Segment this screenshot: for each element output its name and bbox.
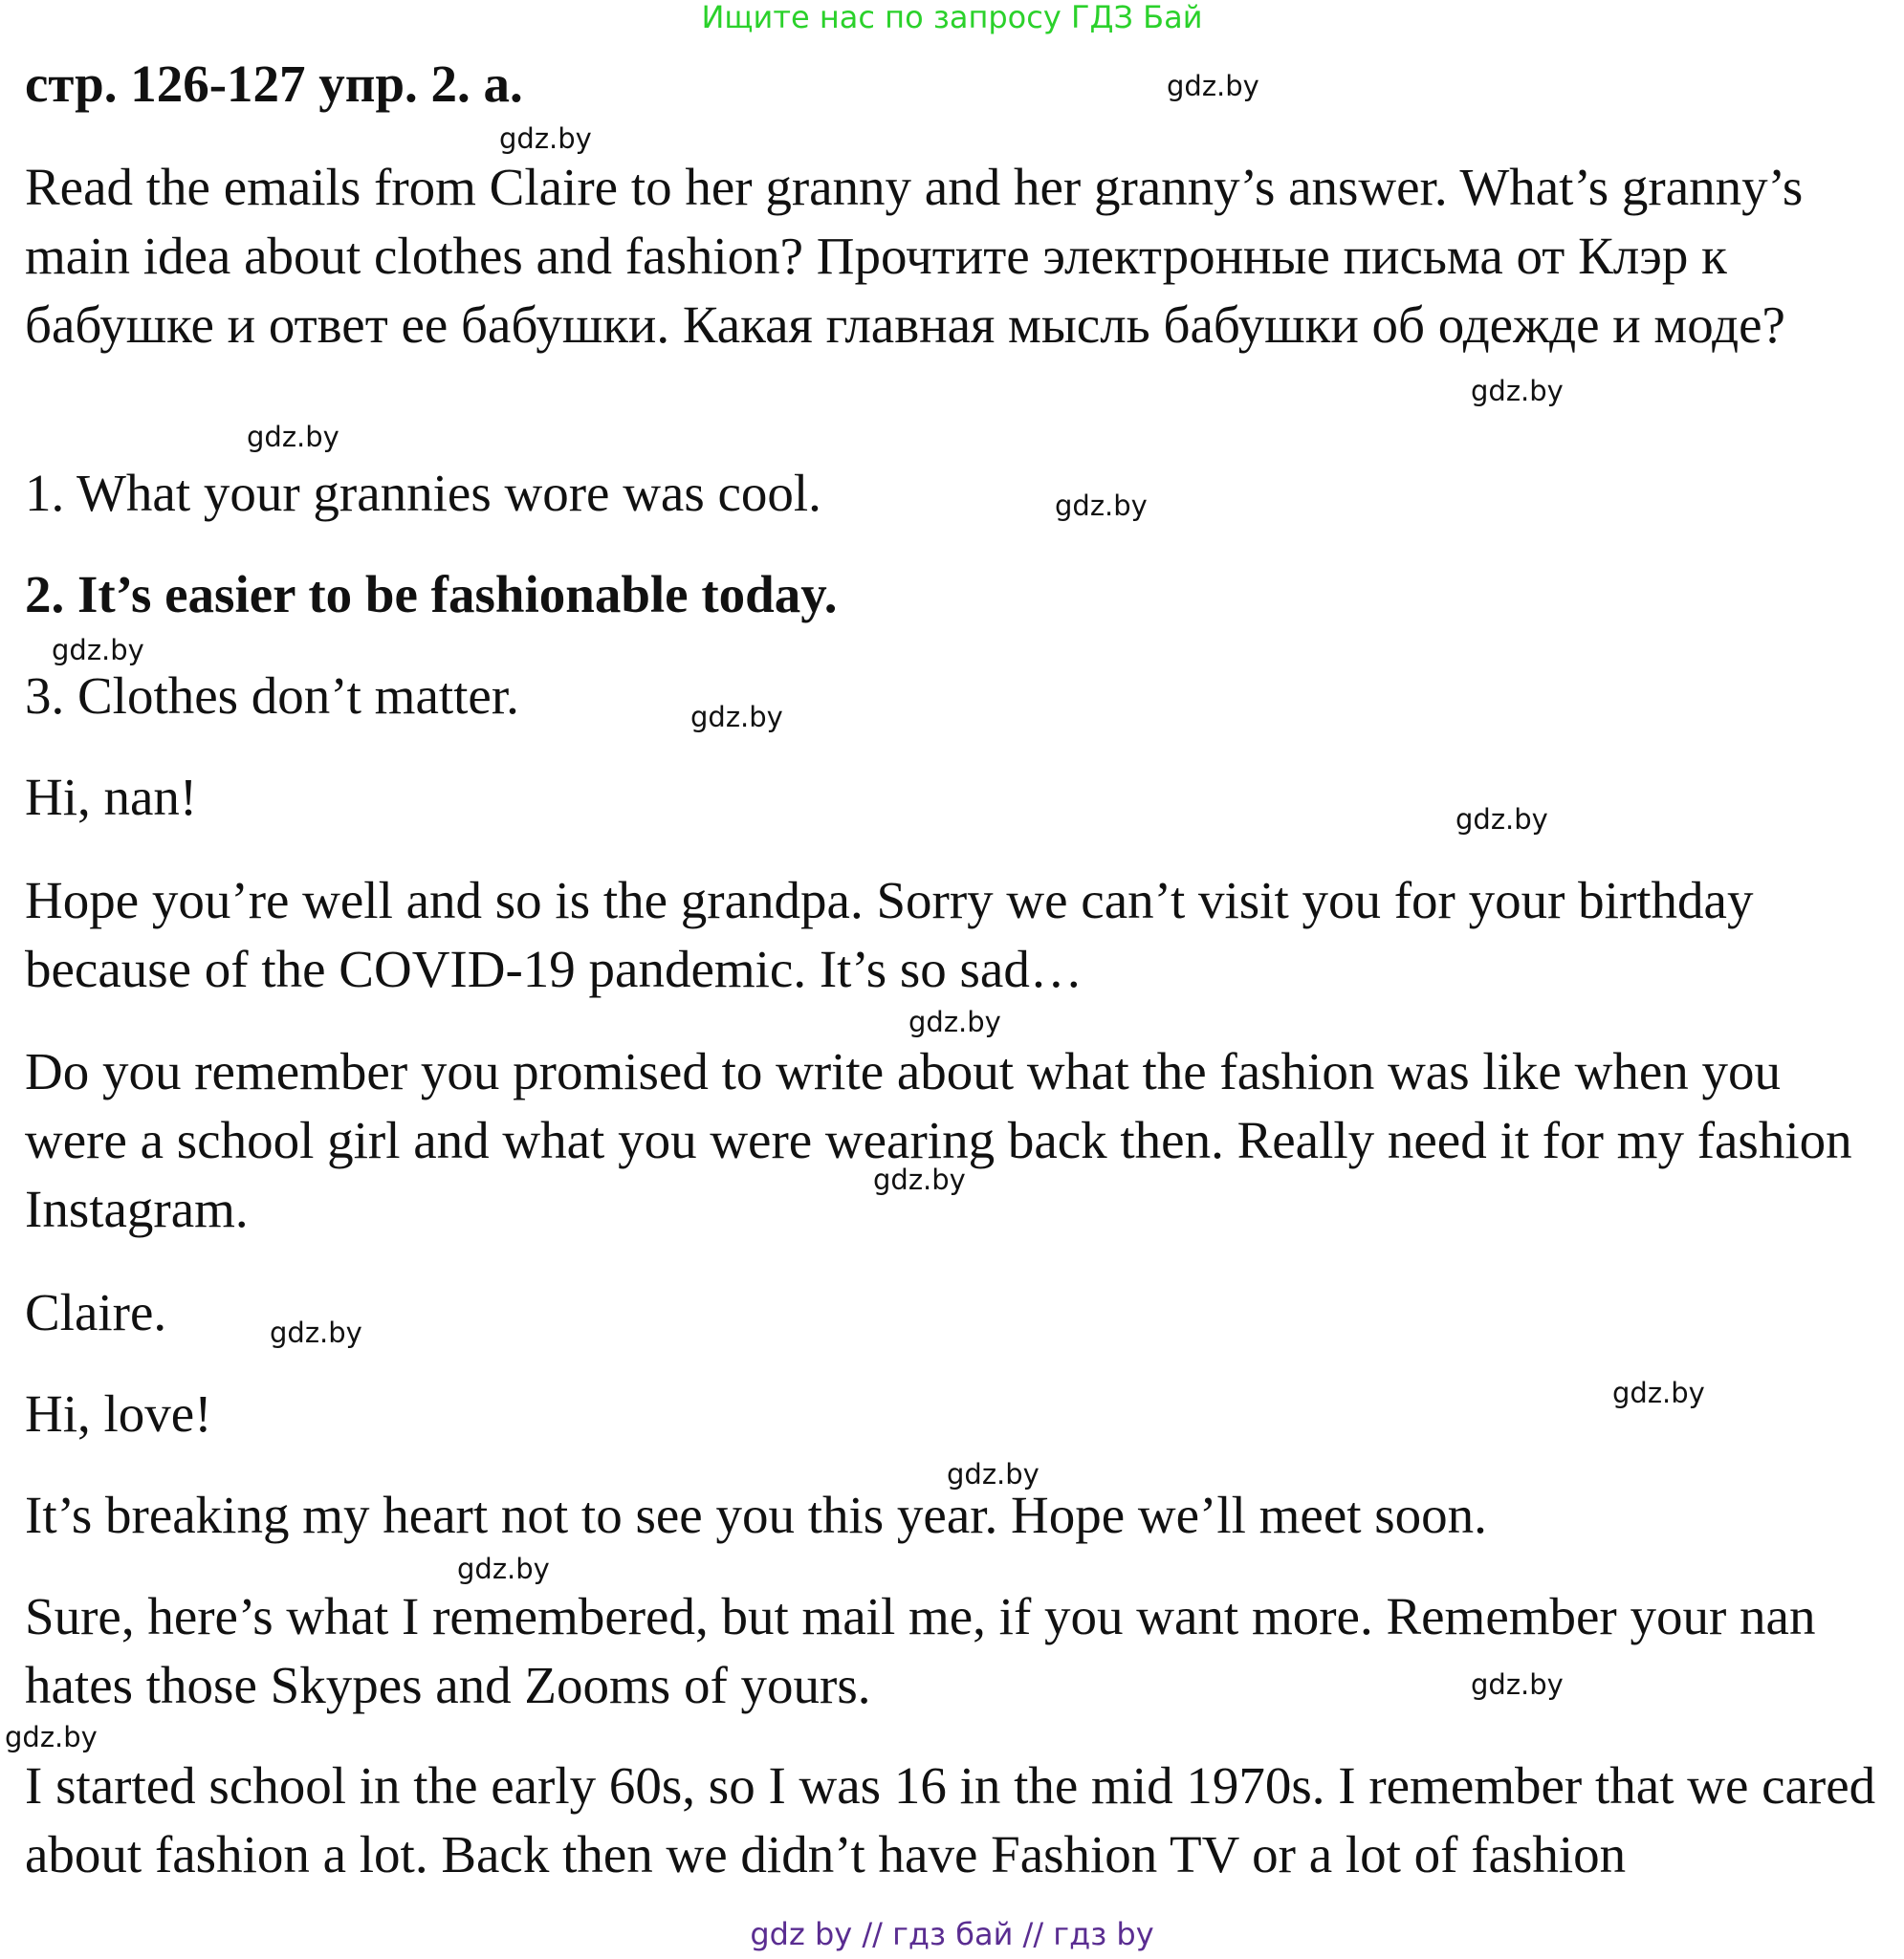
option-1: 1. What your grannies wore was cool. xyxy=(25,464,821,522)
watermark: gdz.by xyxy=(247,421,339,453)
email1-paragraph-2: Do you remember you promised to write about what the fashion was like when you were a school girl and what you were wearing back then. Really need it for my fashion Instagram. xyxy=(25,1042,1852,1238)
email1-signature: Claire. xyxy=(25,1283,167,1341)
watermark: gdz.by xyxy=(1471,375,1564,407)
watermark: gdz.by xyxy=(1471,1668,1564,1701)
email1-greeting: Hi, nan! xyxy=(25,768,198,826)
watermark: gdz.by xyxy=(1455,803,1548,836)
page-heading: стр. 126-127 упр. 2. а. xyxy=(25,54,523,113)
watermark: gdz.by xyxy=(457,1553,550,1585)
watermark: gdz.by xyxy=(1612,1377,1705,1409)
email2-greeting: Hi, love! xyxy=(25,1384,212,1443)
watermark: gdz.by xyxy=(1167,70,1259,102)
watermark: gdz.by xyxy=(52,634,144,666)
watermark: gdz.by xyxy=(270,1317,362,1349)
email2-paragraph-3: I started school in the early 60s, so I was 16 in the mid 1970s. I remember that we cared about fashion a lot. Back then we didn’t have Fashion TV or a lot of fashion xyxy=(25,1756,1876,1883)
watermark: gdz.by xyxy=(5,1721,98,1753)
watermark: gdz.by xyxy=(1055,490,1148,522)
watermark: gdz.by xyxy=(499,122,592,155)
option-2-answer: 2. It’s easier to be fashionable today. xyxy=(25,565,838,623)
watermark: gdz.by xyxy=(908,1006,1001,1038)
email2-paragraph-2: Sure, here’s what I remembered, but mail me, if you want more. Remember your nan hates those Skypes and Zooms of yours. xyxy=(25,1587,1816,1714)
task-text: Read the emails from Claire to her granny and her granny’s answer. What’s granny’s main idea about clothes and fashion? Прочтите электронные письма от Клэр к бабушке и ответ ее бабушки. Какая главная мысль бабушки об одежде и моде? xyxy=(25,158,1804,354)
watermark: gdz.by xyxy=(947,1458,1040,1491)
footer-links: gdz by // гдз бай // гдз by xyxy=(750,1916,1154,1952)
email1-paragraph-1: Hope you’re well and so is the grandpa. Sorry we can’t visit you for your birthday because of the COVID-19 pandemic. It’s so sad… xyxy=(25,871,1754,998)
option-3: 3. Clothes don’t matter. xyxy=(25,666,519,725)
top-banner: Ищите нас по запросу ГДЗ Бай xyxy=(701,0,1203,35)
watermark: gdz.by xyxy=(690,701,783,733)
email2-paragraph-1: It’s breaking my heart not to see you this year. Hope we’ll meet soon. xyxy=(25,1486,1487,1544)
watermark: gdz.by xyxy=(873,1164,966,1196)
